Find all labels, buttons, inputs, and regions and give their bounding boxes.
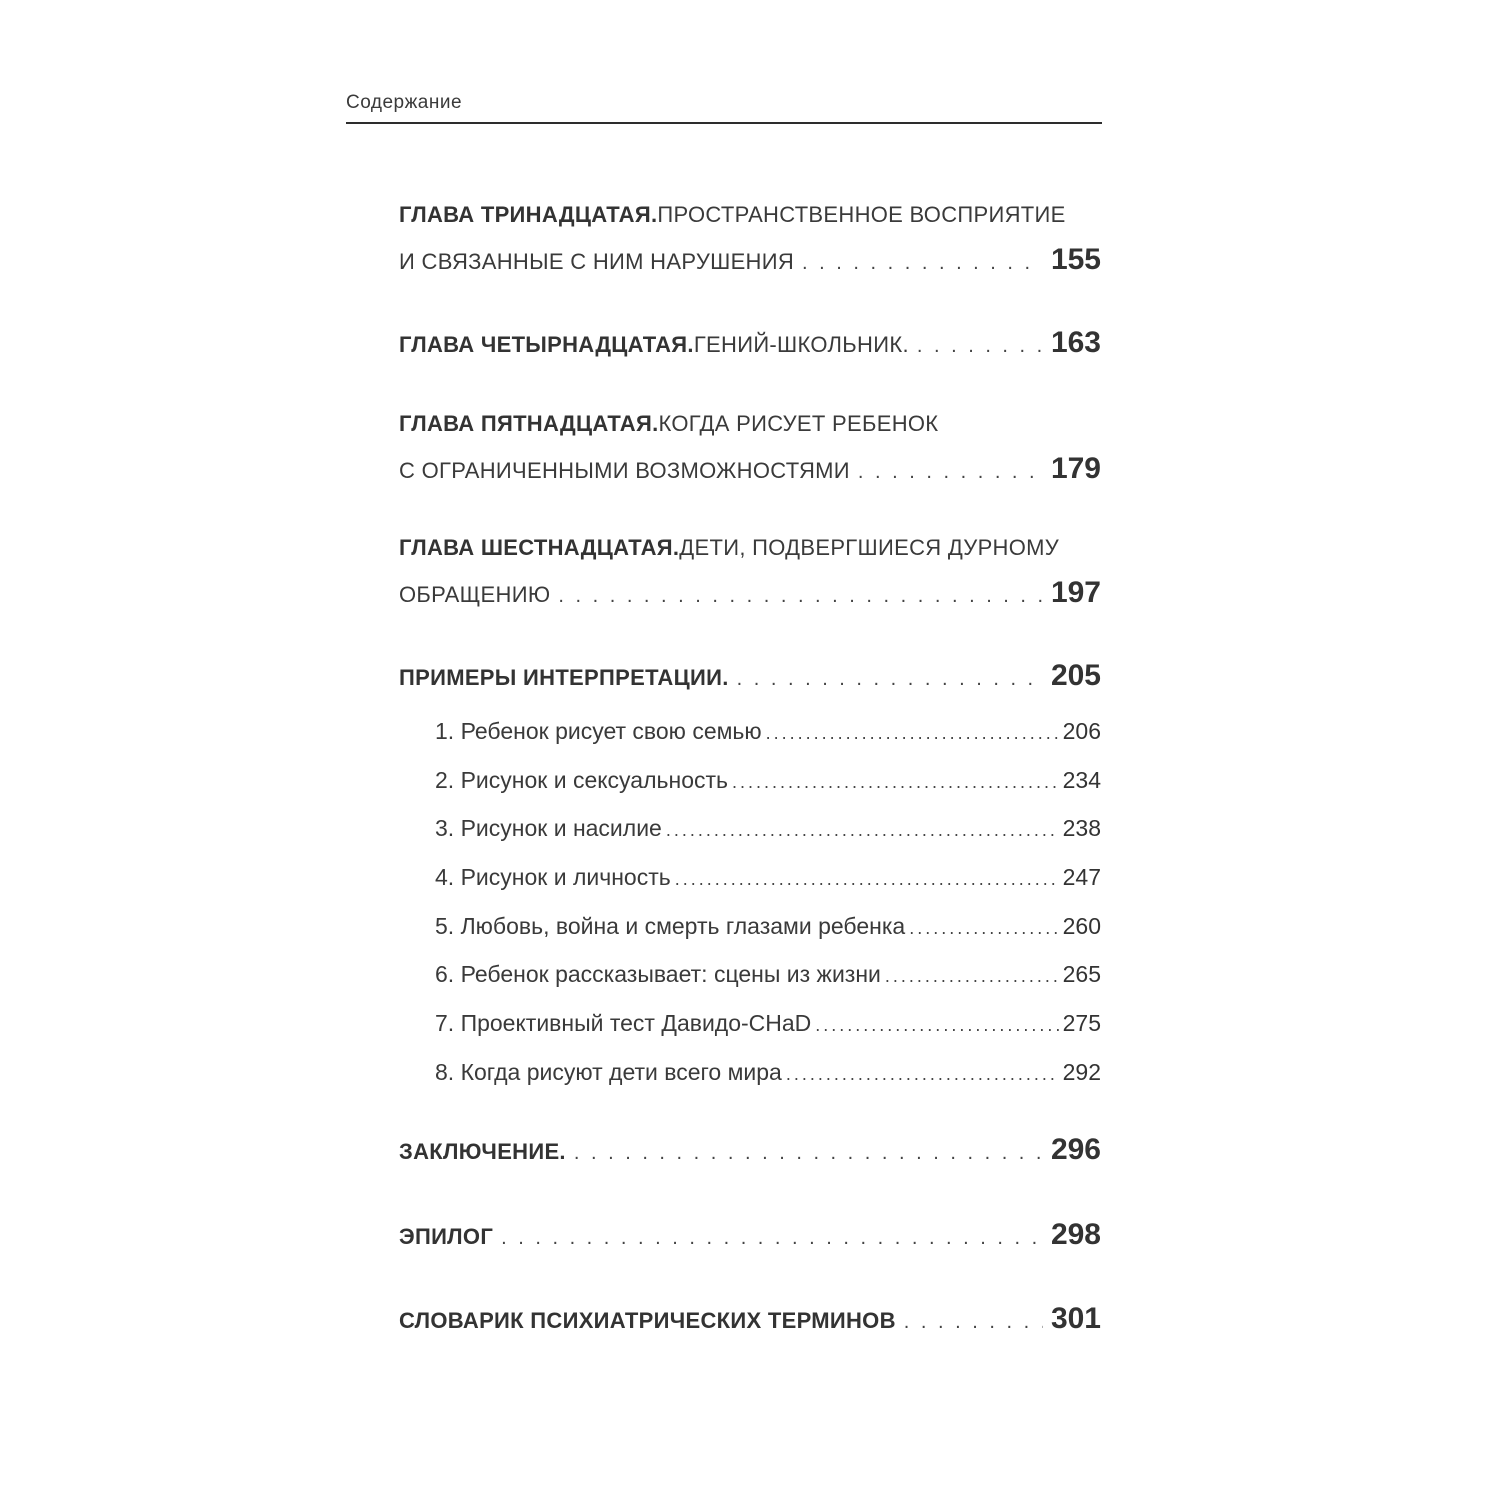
section-label: ЭПИЛОГ [399,1224,494,1249]
subentry-title: 4. Рисунок и личность [435,864,671,890]
subentry-title: 1. Ребенок рисует свою семью [435,718,762,744]
dot-leader [501,1227,1043,1250]
toc-entry-chapter-13[interactable] [399,202,1101,277]
subentry-title: 3. Рисунок и насилие [435,815,662,841]
header-rule [346,122,1102,124]
page-number: 155 [1050,243,1101,276]
page-number: 206 [1062,718,1101,744]
chapter-title: ДЕТИ, ПОДВЕРГШИЕСЯ ДУРНОМУ [679,535,1060,560]
page-number: 298 [1050,1218,1101,1251]
toc-subentry[interactable] [435,718,1101,745]
dot-leader [766,723,1059,744]
toc-entry-conclusion[interactable] [399,1133,1101,1167]
section-label: СЛОВАРИК ПСИХИАТРИЧЕСКИХ ТЕРМИНОВ [399,1308,896,1333]
dot-leader [815,1015,1058,1036]
section-label: ЗАКЛЮЧЕНИЕ. [399,1139,566,1164]
chapter-label: ГЛАВА ТРИНАДЦАТАЯ. [399,202,658,227]
subentry-title: 2. Рисунок и сексуальность [435,767,729,793]
subentry-title: 7. Проективный тест Давидо-CHaD [435,1010,812,1036]
page-number: 163 [1050,326,1101,359]
subentry-title: 8. Когда рисуют дети всего мира [435,1059,782,1085]
page-number: 292 [1062,1059,1101,1085]
page-number: 301 [1050,1302,1101,1335]
subentry-title: 6. Ребенок рассказывает: сцены из жизни [435,961,881,987]
toc-entry-epilogue[interactable] [399,1218,1101,1252]
dot-leader [904,1311,1043,1334]
page-number: 247 [1062,864,1101,890]
page-number: 260 [1062,913,1101,939]
page-number: 265 [1062,961,1101,987]
toc-entry-chapter-15[interactable] [399,411,1101,486]
page-number: 179 [1050,452,1101,485]
toc-entry-chapter-16[interactable] [399,535,1101,610]
dot-leader [574,1142,1043,1165]
page-number: 205 [1050,659,1101,692]
toc-entry-examples[interactable] [399,659,1101,693]
dot-leader [666,820,1059,841]
chapter-title: ГЕНИЙ-ШКОЛЬНИК. [693,332,909,357]
page-number: 275 [1062,1010,1101,1036]
page-number: 234 [1062,767,1101,793]
chapter-label: ГЛАВА ПЯТНАДЦАТАЯ. [399,411,659,436]
dot-leader [858,461,1043,484]
chapter-title-cont: С ОГРАНИЧЕННЫМИ ВОЗМОЖНОСТЯМИ [399,458,850,483]
toc-subentry[interactable] [435,961,1101,988]
chapter-label: ГЛАВА ЧЕТЫРНАДЦАТАЯ. [399,332,694,357]
section-label: ПРИМЕРЫ ИНТЕРПРЕТАЦИИ. [399,665,729,690]
dot-leader [558,585,1043,608]
dot-leader [802,252,1043,275]
dot-leader [885,966,1059,987]
toc-subentry[interactable] [435,815,1101,842]
toc-subentry[interactable] [435,1010,1101,1037]
dot-leader [909,918,1058,939]
chapter-title: КОГДА РИСУЕТ РЕБЕНОК [658,411,939,436]
toc-subentry[interactable] [435,1059,1101,1086]
dot-leader [786,1064,1059,1085]
toc-subentry[interactable] [435,864,1101,891]
subentry-title: 5. Любовь, война и смерть глазами ребенка [435,913,906,939]
running-head: Содержание [346,92,463,113]
chapter-label: ГЛАВА ШЕСТНАДЦАТАЯ. [399,535,680,560]
toc-subentry[interactable] [435,767,1101,794]
dot-leader [917,335,1043,358]
toc-entry-chapter-14[interactable] [399,326,1101,360]
toc-subentry[interactable] [435,913,1101,940]
page-number: 197 [1050,576,1101,609]
chapter-title: ПРОСТРАНСТВЕННОЕ ВОСПРИЯТИЕ [657,202,1066,227]
toc-entry-glossary[interactable] [399,1302,1101,1336]
dot-leader [675,869,1059,890]
dot-leader [732,772,1059,793]
dot-leader [737,668,1043,691]
page-number: 238 [1062,815,1101,841]
chapter-title-cont: ОБРАЩЕНИЮ [399,582,551,607]
page-number: 296 [1050,1133,1101,1166]
chapter-title-cont: И СВЯЗАННЫЕ С НИМ НАРУШЕНИЯ [399,249,795,274]
